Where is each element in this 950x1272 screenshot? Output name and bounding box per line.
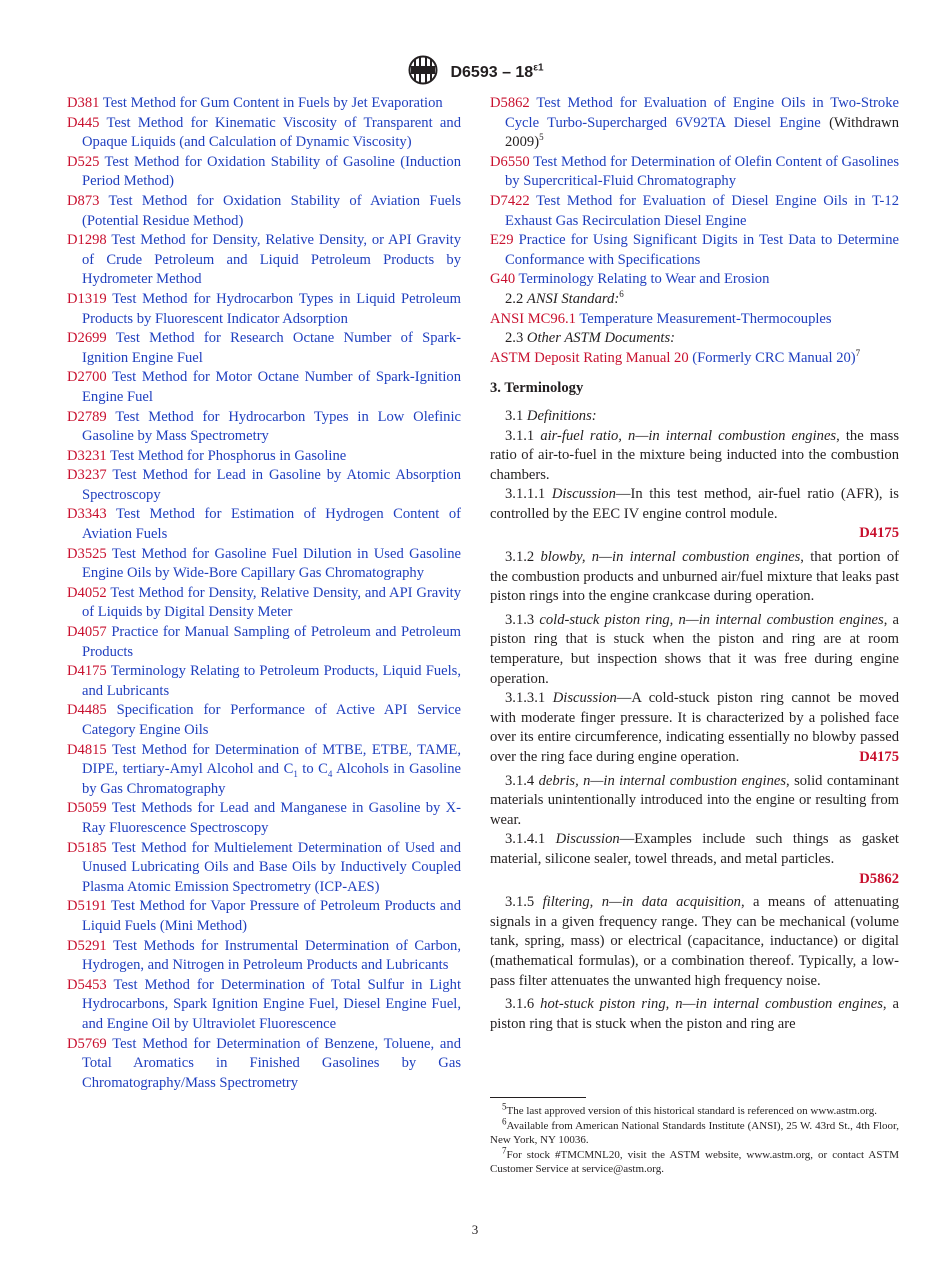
- reference-link-code[interactable]: D4052: [67, 584, 107, 601]
- source-link[interactable]: D4175: [859, 749, 899, 765]
- footnote-ref[interactable]: 5: [539, 132, 544, 143]
- reference-link-title[interactable]: Test Method for Vapor Pressure of Petroleum Products and Liquid Fuels (Mini Method): [82, 898, 461, 934]
- reference-link-code[interactable]: D873: [67, 192, 100, 209]
- reference-link-title[interactable]: Temperature Measurement-Thermocouples: [579, 310, 832, 327]
- reference-item: [67, 897, 461, 936]
- reference-item: [67, 976, 461, 1035]
- reference-link-title[interactable]: (Formerly CRC Manual 20): [692, 349, 856, 366]
- reference-item: [67, 584, 461, 623]
- reference-link-title[interactable]: Test Method for Multielement Determination of Used and Unused Lubricating Oils and Base Oils by Inductively Coupled Plasma Atomic Emission Spectrometry (ICP-AES): [82, 839, 461, 895]
- reference-link-title[interactable]: Test Method for Determination of MTBE, ETBE, TAME, DIPE, tertiary-Amyl Alcohol and $C_1$ to $C_4$ Alcohols in Gasoline by Gas Chromatography: [82, 741, 461, 797]
- page-header: [0, 55, 950, 90]
- reference-link-code[interactable]: D5862: [490, 95, 530, 111]
- reference-link-title[interactable]: Test Method for Evaluation of Diesel Engine Oils in T-12 Exhaust Gas Recirculation Diesel Engine: [505, 192, 899, 229]
- reference-link-title[interactable]: Test Method for Gasoline Fuel Dilution in Used Gasoline Engine Oils by Wide-Bore Capillary Gas Chromatography: [82, 545, 461, 582]
- reference-link-code[interactable]: D4175: [67, 663, 107, 680]
- reference-item: [67, 799, 461, 838]
- reference-link-code[interactable]: D3231: [67, 447, 107, 464]
- reference-item: [67, 839, 461, 898]
- reference-link-code[interactable]: G40: [490, 271, 516, 288]
- reference-link-code[interactable]: D5185: [67, 839, 107, 856]
- reference-link-title[interactable]: Test Method for Oxidation Stability of Aviation Fuels (Potential Residue Method): [82, 192, 462, 229]
- reference-link-title[interactable]: Test Method for Phosphorus in Gasoline: [110, 447, 347, 464]
- reference-item: [67, 94, 461, 114]
- reference-link-code[interactable]: D7422: [490, 192, 530, 209]
- reference-link-code[interactable]: D3525: [67, 545, 107, 562]
- reference-item: [67, 545, 461, 584]
- reference-item: [67, 1035, 461, 1094]
- reference-link-title[interactable]: Test Method for Kinematic Viscosity of Transparent and Opaque Liquids (and Calculation of Dynamic Viscosity): [82, 114, 462, 151]
- footnote-ref[interactable]: 7: [855, 347, 861, 358]
- discussion-paragraph: 3.1.4.1 Discussion—Examples include such things as gasket material, silicone sealer, towel threads, and metal particles.: [490, 831, 899, 867]
- reference-link-title[interactable]: Test Method for Determination of Total Sulfur in Light Hydrocarbons, Spark Ignition Engine Fuel, Diesel Engine Fuel, and Engine Oil by Ultraviolet Fluorescence: [82, 976, 461, 1032]
- section-heading: 3. Terminology: [490, 380, 584, 397]
- reference-link-title[interactable]: Test Method for Determination of Olefin Content of Gasolines by Supercritical-Fluid Chromatography: [505, 153, 899, 190]
- reference-item: [490, 349, 899, 369]
- reference-link-title[interactable]: Test Method for Oxidation Stability of Gasoline (Induction Period Method): [82, 153, 461, 190]
- definitions-heading: 3.1 Definitions:: [505, 407, 597, 424]
- footnote-divider: [490, 1097, 586, 1098]
- reference-item: [67, 408, 461, 447]
- footnote: $^6$Available from American National Standards Institute (ANSI), 25 W. 43rd St., 4th Floor, New York, NY 10036.: [490, 1115, 899, 1147]
- reference-link-code[interactable]: D445: [67, 114, 100, 131]
- reference-link-code[interactable]: D525: [67, 153, 100, 170]
- reference-link-code[interactable]: D4485: [67, 702, 107, 719]
- discussion-paragraph: 3.1.3.1 Discussion—A cold-stuck piston ring cannot be moved with moderate finger pressure. It is characterized by a polished face over its entire circumference, indicating essentially no blowby passed over the ring face during engine operation. D4175: [490, 689, 899, 767]
- reference-link-code[interactable]: D6550: [490, 153, 530, 170]
- reference-link-code[interactable]: D5769: [67, 1035, 107, 1052]
- reference-link-code[interactable]: D5191: [67, 898, 107, 915]
- definition-paragraph: 3.1.4 debris, n—in internal combustion engines, solid contaminant materials unintentionally introduced into the engine or resulting from wear.: [490, 772, 899, 828]
- reference-link-title[interactable]: Practice for Using Significant Digits in Test Data to Determine Conformance with Specifications: [505, 232, 899, 268]
- footnote: $^7$For stock #TMCMNL20, visit the ASTM website, www.astm.org, or contact ASTM Customer Service at service@astm.org.: [490, 1145, 899, 1176]
- reference-link-code[interactable]: ANSI MC96.1: [490, 310, 576, 327]
- reference-item: [67, 447, 461, 467]
- source-link[interactable]: D5862: [859, 870, 899, 887]
- reference-link-title[interactable]: Test Method for Lead in Gasoline by Atomic Absorption Spectroscopy: [82, 467, 461, 503]
- reference-link-title[interactable]: Test Method for Hydrocarbon Types in Liquid Petroleum Products by Fluorescent Indicator Adsorption: [82, 290, 461, 327]
- document-id: $D6593 - 18^{\varepsilon 1}$: [450, 62, 544, 81]
- ansi-heading: 2.2 ANSI Standard:$^6$: [505, 289, 624, 307]
- reference-item: [67, 466, 461, 505]
- reference-link-title[interactable]: Test Method for Density, Relative Density, or API Gravity of Crude Petroleum and Liquid Petroleum Products by Hydrometer Method: [82, 232, 462, 288]
- reference-link-code[interactable]: D5453: [67, 976, 107, 993]
- reference-item: [67, 114, 461, 153]
- reference-link-title[interactable]: Test Method for Research Octane Number of Spark-Ignition Engine Fuel: [82, 330, 461, 366]
- reference-link-code[interactable]: E29: [490, 232, 514, 249]
- reference-link-code[interactable]: D1298: [67, 232, 107, 249]
- reference-item: [490, 231, 899, 270]
- reference-item: [67, 329, 461, 368]
- reference-link-code[interactable]: D4815: [67, 741, 107, 758]
- reference-link-code[interactable]: D5291: [67, 937, 107, 954]
- page-number: 3: [471, 1222, 479, 1237]
- reference-link-title[interactable]: Test Method for Hydrocarbon Types in Low Olefinic Gasoline by Mass Spectrometry: [82, 408, 461, 445]
- reference-item: [67, 741, 461, 800]
- reference-link-title[interactable]: Test Method for Density, Relative Density, and API Gravity of Liquids by Digital Density Meter: [82, 584, 461, 621]
- reference-link-title[interactable]: Test Method for Gum Content in Fuels by Jet Evaporation: [102, 95, 443, 111]
- reference-link-title[interactable]: Terminology Relating to Wear and Erosion: [518, 271, 770, 288]
- astm-logo-icon: [406, 55, 440, 90]
- right-column: [490, 94, 899, 1034]
- definition-paragraph: 3.1.2 blowby, n—in internal combustion engines, that portion of the combustion products and unburned air/fuel mixture that leaks past piston rings into the engine crankcase during operation.: [490, 549, 899, 605]
- reference-link-code[interactable]: D4057: [67, 624, 107, 641]
- reference-item: [67, 368, 461, 407]
- reference-link-title[interactable]: Terminology Relating to Petroleum Products, Liquid Fuels, and Lubricants: [82, 663, 462, 699]
- reference-item: [67, 153, 461, 192]
- reference-item: [67, 662, 461, 701]
- reference-link-title[interactable]: Practice for Manual Sampling of Petroleum and Petroleum Products: [82, 624, 461, 660]
- left-column: [67, 94, 461, 1093]
- reference-item: [67, 192, 461, 231]
- reference-item: [67, 623, 461, 662]
- reference-link-title[interactable]: Test Method for Determination of Benzene, Toluene, and Total Aromatics in Finished Gasolines by Gas Chromatography/Mass Spectrometry: [82, 1035, 461, 1091]
- reference-link-title[interactable]: Test Method for Evaluation of Engine Oils in Two-Stroke Cycle Turbo-Supercharged 6V92TA Diesel Engine: [505, 95, 899, 131]
- other-docs-heading: 2.3 Other ASTM Documents:: [505, 330, 675, 347]
- withdrawn-note: (Withdrawn 2009): [505, 114, 899, 151]
- reference-link-code[interactable]: D1319: [67, 290, 107, 307]
- reference-link-title[interactable]: Test Method for Estimation of Hydrogen Content of Aviation Fuels: [82, 506, 462, 543]
- reference-link-title[interactable]: Test Method for Motor Octane Number of Spark-Ignition Engine Fuel: [82, 369, 461, 405]
- reference-item: [67, 701, 461, 740]
- definition-paragraph: 3.1.1 air-fuel ratio, n—in internal combustion engines, the mass ratio of air-to-fuel in the mixture being inducted into the combustion chambers.: [490, 427, 900, 483]
- footnote-ref[interactable]: 6: [619, 289, 624, 300]
- definition-paragraph: 3.1.6 hot-stuck piston ring, n—in internal combustion engines, a piston ring that is stuck when the piston and ring are: [490, 996, 899, 1032]
- reference-link-code[interactable]: ASTM Deposit Rating Manual 20: [490, 349, 689, 366]
- reference-item: [67, 231, 461, 290]
- footnote: $^5$The last approved version of this historical standard is referenced on www.astm.org.: [502, 1101, 878, 1117]
- reference-item: [490, 94, 899, 153]
- footnotes: [490, 1101, 899, 1177]
- reference-link-code[interactable]: D381: [67, 95, 100, 111]
- reference-link-code[interactable]: D2789: [67, 408, 107, 425]
- reference-item: [67, 290, 461, 329]
- definition-paragraph: 3.1.5 filtering, n—in data acquisition, a means of attenuating signals in a given frequency range. They can be mechanical (volume tank, spring, mass) or electrical (capacitance, inductance) or digital (mathematical formulas), or a combination thereof. Typically, a low-pass filter attenuates the unwanted high frequency noise.: [490, 894, 900, 989]
- reference-link-title[interactable]: Test Methods for Lead and Manganese in Gasoline by X-Ray Fluorescence Spectroscopy: [82, 800, 461, 836]
- reference-item: [490, 270, 899, 290]
- reference-link-title[interactable]: Specification for Performance of Active API Service Category Engine Oils: [82, 702, 461, 738]
- source-link[interactable]: D4175: [859, 525, 899, 542]
- reference-item: [490, 310, 899, 330]
- reference-item: [490, 192, 899, 231]
- reference-link-code[interactable]: D3343: [67, 506, 107, 523]
- reference-link-code[interactable]: D5059: [67, 800, 107, 817]
- reference-link-code[interactable]: D3237: [67, 467, 107, 484]
- reference-link-title[interactable]: Test Methods for Instrumental Determination of Carbon, Hydrogen, and Nitrogen in Petroleum Products and Lubricants: [82, 937, 461, 974]
- discussion-paragraph: 3.1.1.1 Discussion—In this test method, air-fuel ratio (AFR), is controlled by the EEC IV engine control module.: [490, 486, 899, 522]
- definition-paragraph: 3.1.3 cold-stuck piston ring, n—in internal combustion engines, a piston ring that is stuck when the piston and ring are at room temperature, but inspection shows that it was free during engine operation.: [490, 611, 899, 687]
- reference-item: [490, 153, 899, 192]
- reference-link-code[interactable]: D2699: [67, 330, 107, 347]
- reference-item: [67, 937, 461, 976]
- reference-link-code[interactable]: D2700: [67, 369, 107, 386]
- reference-item: [67, 505, 461, 544]
